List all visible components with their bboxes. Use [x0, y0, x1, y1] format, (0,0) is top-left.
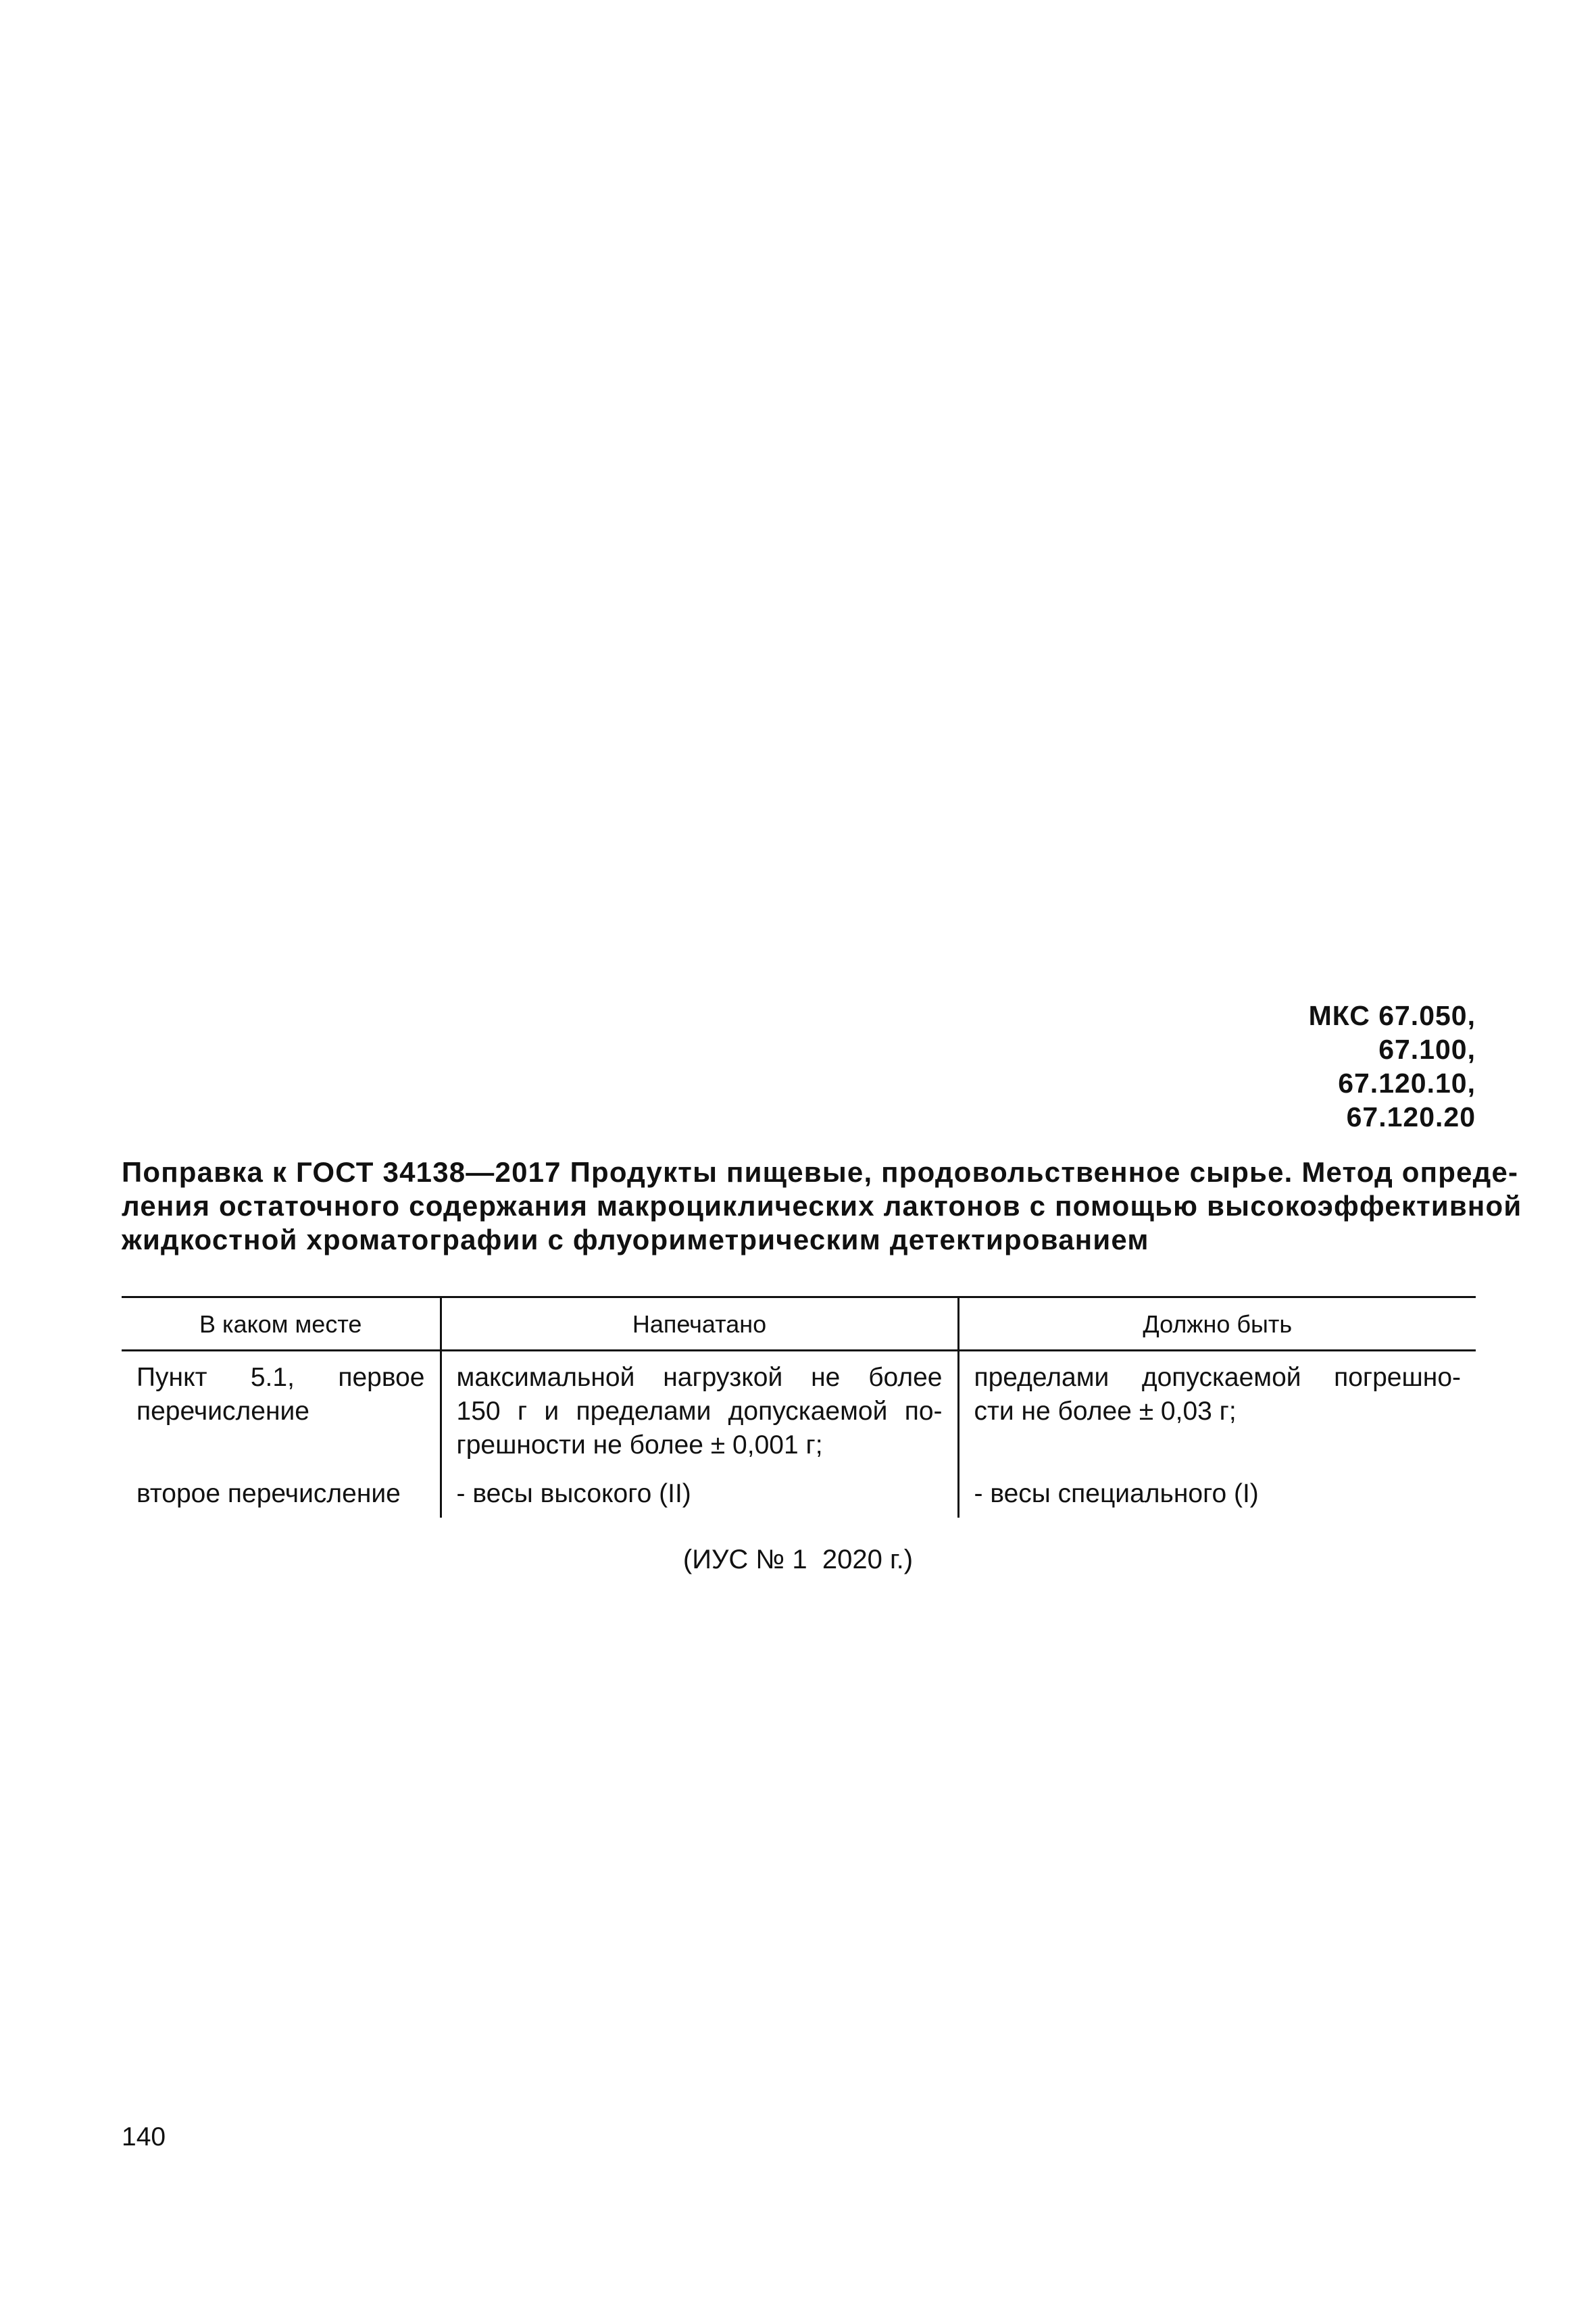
- ius-reference: (ИУС № 1 2020 г.): [682, 1545, 914, 1574]
- header-printed: Напечатано: [441, 1297, 958, 1351]
- amendment-title: [122, 1155, 1522, 1257]
- cell-place: второе перечисление: [136, 1479, 401, 1508]
- mks-codes: [1309, 999, 1476, 1134]
- table-row: [122, 1351, 1476, 1470]
- mks-line: 67.100,: [1378, 1034, 1476, 1065]
- cell-should-be: - весы специального (I): [958, 1469, 1476, 1518]
- header-place: В каком месте: [122, 1297, 441, 1351]
- cell-printed: максимальной нагрузкой не более 150 г и пределами допускаемой по- грешности не более ± 0,001 г;: [441, 1351, 958, 1470]
- cell-should-be: пределами допускаемой погрешно- сти не более ± 0,03 г;: [958, 1351, 1476, 1470]
- cell-place: Пункт 5.1, первое перечисление: [136, 1363, 425, 1426]
- mks-line: 67.120.10,: [1338, 1068, 1476, 1099]
- title-line: жидкостной хроматографии с флуориметрическим детектированием: [122, 1224, 1149, 1255]
- table-row: [122, 1469, 1476, 1518]
- title-line: ления остаточного содержания макроциклических лактонов с помощью высокоэффективной: [122, 1190, 1522, 1222]
- mks-line: МКС 67.050,: [1308, 1000, 1476, 1031]
- cell-printed: - весы высокого (II): [441, 1469, 958, 1518]
- header-should-be: Должно быть: [958, 1297, 1476, 1351]
- corrections-table: [122, 1296, 1476, 1518]
- page-number: 140: [122, 2122, 166, 2151]
- table-header-row: [122, 1297, 1476, 1351]
- title-line: Поправка к ГОСТ 34138—2017 Продукты пищевые, продовольственное сырье. Метод опреде-: [122, 1156, 1519, 1188]
- mks-line: 67.120.20: [1346, 1101, 1476, 1132]
